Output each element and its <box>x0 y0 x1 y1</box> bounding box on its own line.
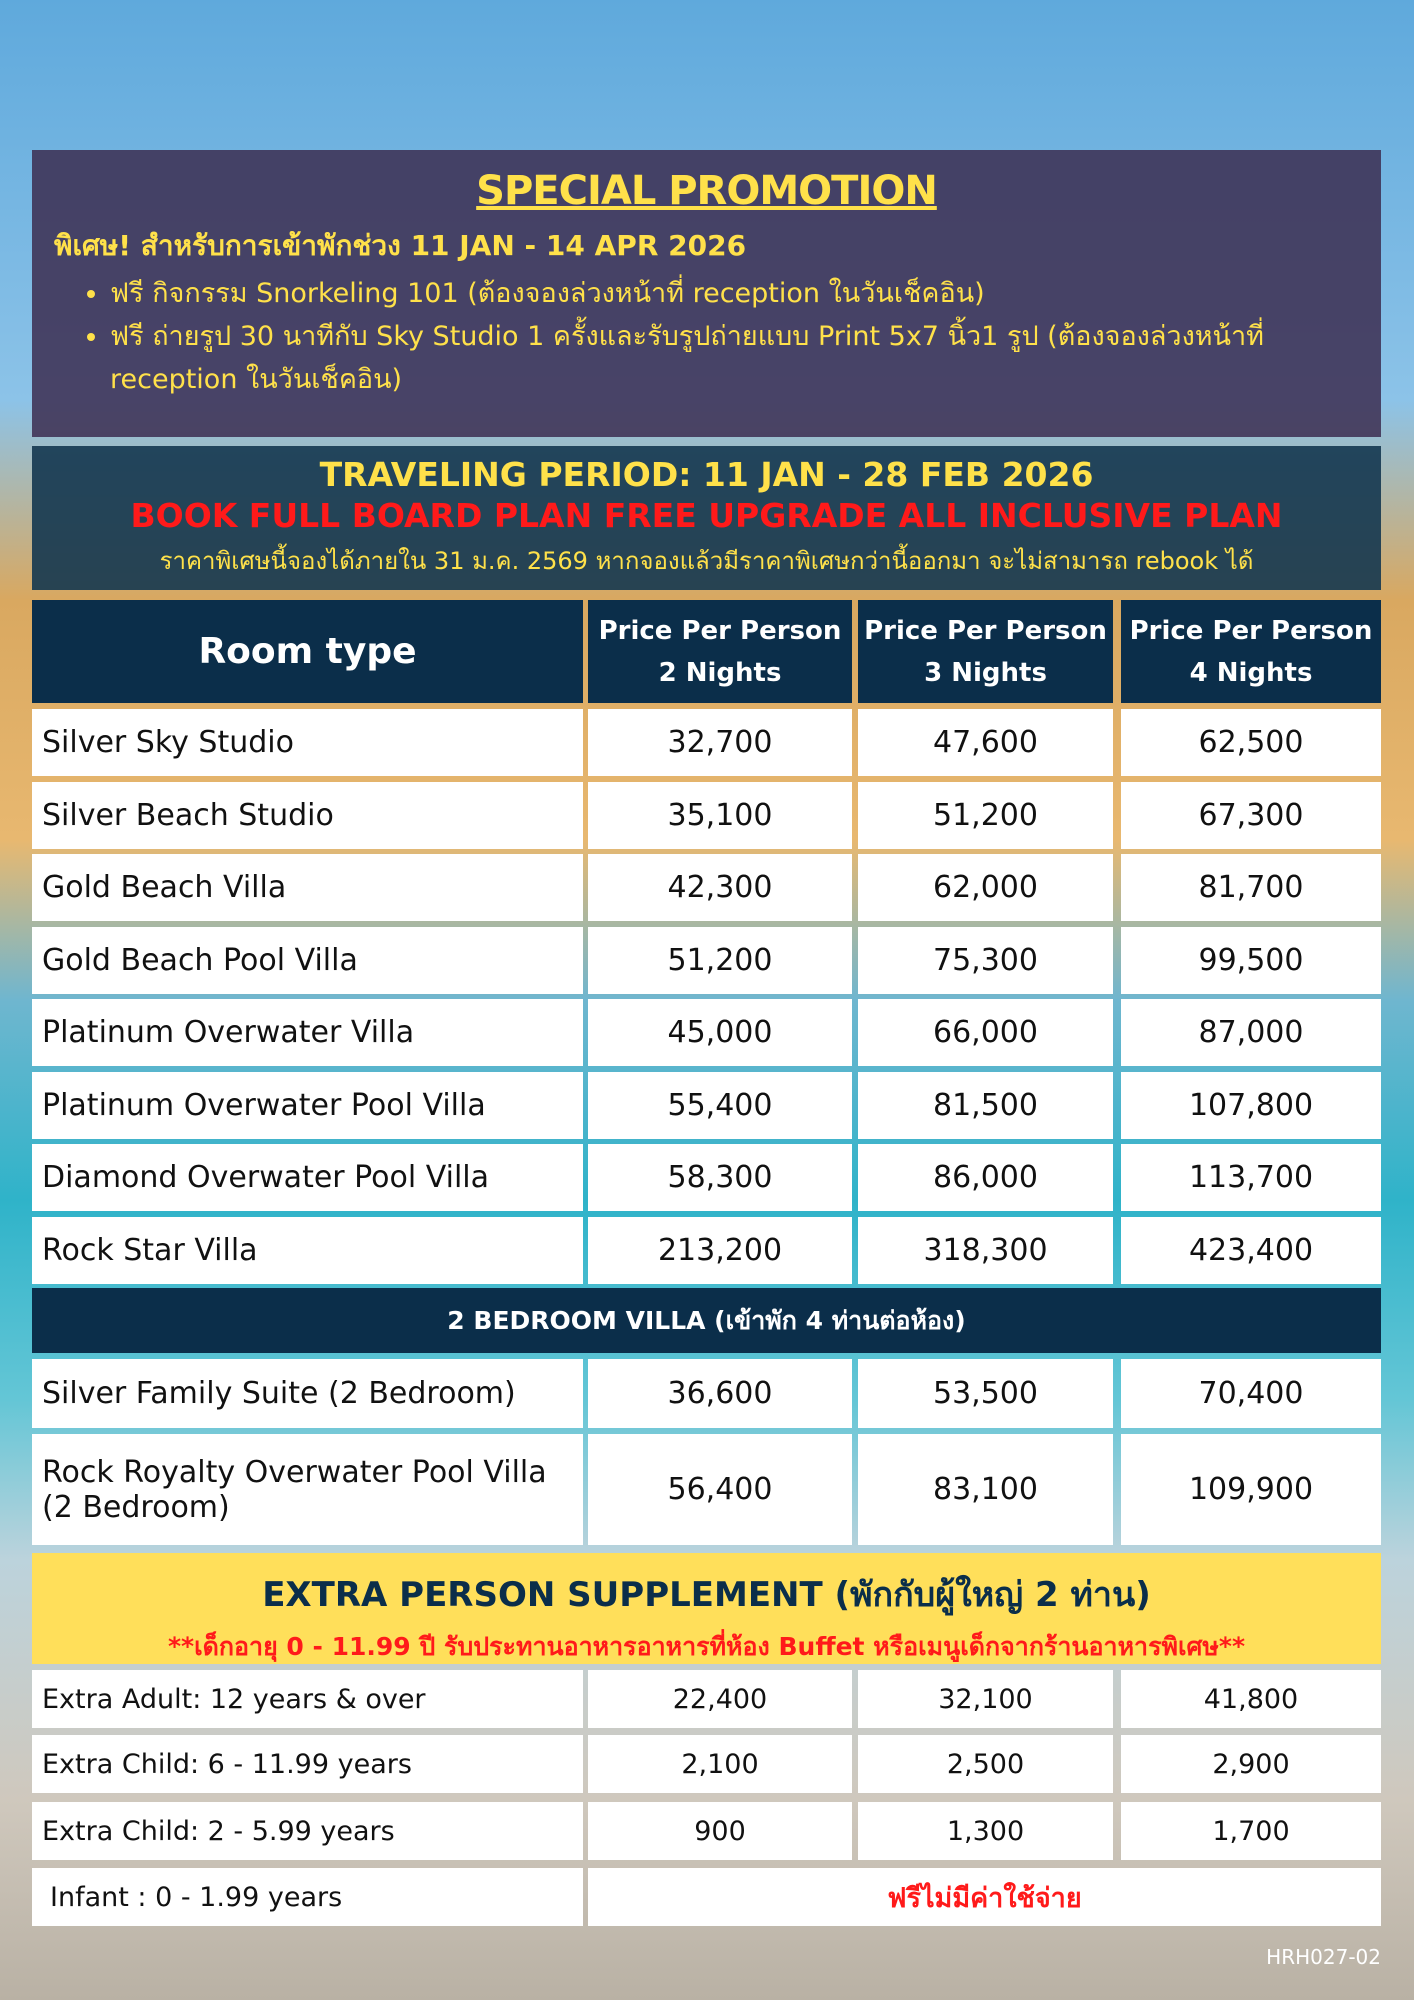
extra-person-type: Extra Adult: 12 years & over <box>32 1670 583 1728</box>
room-type: Silver Family Suite (2 Bedroom) <box>32 1359 583 1428</box>
booking-note: ราคาพิเศษนี้จองได้ภายใน 31 ม.ค. 2569 หากจองแล้วมีราคาพิเศษกว่านี้ออกมา จะไม่สามารถ rebook ได้ <box>159 547 1254 575</box>
price-cell: 42,300 <box>588 854 852 921</box>
traveling-period: TRAVELING PERIOD: 11 JAN - 28 FEB 2026 <box>319 455 1094 494</box>
price-cell: 87,000 <box>1121 999 1381 1066</box>
extra-price-cell: 1,300 <box>858 1802 1113 1860</box>
extra-title: EXTRA PERSON SUPPLEMENT (พักกับผู้ใหญ่ 2 ท่าน) <box>262 1575 1151 1615</box>
extra-person-type: Extra Child: 6 - 11.99 years <box>32 1735 583 1793</box>
document-code: HRH027-02 <box>1266 1945 1381 1969</box>
room-type: Diamond Overwater Pool Villa <box>32 1144 583 1211</box>
column-header: Price Per Person 3 Nights <box>858 600 1113 703</box>
price-cell: 81,700 <box>1121 854 1381 921</box>
price-cell: 51,200 <box>858 782 1113 849</box>
room-type: Platinum Overwater Villa <box>32 999 583 1066</box>
column-header: Price Per Person 4 Nights <box>1121 600 1381 703</box>
price-cell: 70,400 <box>1121 1359 1381 1428</box>
price-cell: 107,800 <box>1121 1072 1381 1139</box>
promo-title: SPECIAL PROMOTION <box>476 168 937 214</box>
extra-price-cell: 2,900 <box>1121 1735 1381 1793</box>
promo-bullet: • ฟรี ถ่ายรูป 30 นาทีกับ Sky Studio 1 ครั้งและรับรูปถ่ายแบบ Print 5x7 นิ้ว1 รูป (ต้องจองล่วงหน้าที่ reception ในวันเช็คอิน) <box>110 315 1361 401</box>
price-cell: 62,000 <box>858 854 1113 921</box>
offer-headline: BOOK FULL BOARD PLAN FREE UPGRADE ALL INCLUSIVE PLAN <box>130 496 1283 535</box>
extra-price-cell: 900 <box>588 1802 852 1860</box>
promo-bullet: • ฟรี กิจกรรม Snorkeling 101 (ต้องจองล่วงหน้าที่ reception ในวันเช็คอิน) <box>110 272 1361 315</box>
bedroom-villa-header: 2 BEDROOM VILLA (เข้าพัก 4 ท่านต่อห้อง) <box>32 1288 1381 1353</box>
price-cell: 55,400 <box>588 1072 852 1139</box>
extra-person-header <box>32 1553 1381 1664</box>
price-cell: 75,300 <box>858 927 1113 994</box>
price-cell: 45,000 <box>588 999 852 1066</box>
price-cell: 53,500 <box>858 1359 1113 1428</box>
room-type: Gold Beach Pool Villa <box>32 927 583 994</box>
price-cell: 47,600 <box>858 709 1113 776</box>
room-type: Silver Beach Studio <box>32 782 583 849</box>
room-type: Rock Royalty Overwater Pool Villa (2 Bedroom) <box>32 1434 583 1545</box>
price-cell: 318,300 <box>858 1217 1113 1284</box>
column-header: Price Per Person 2 Nights <box>588 600 852 703</box>
price-cell: 32,700 <box>588 709 852 776</box>
extra-price-cell: 2,100 <box>588 1735 852 1793</box>
price-cell: 66,000 <box>858 999 1113 1066</box>
price-cell: 81,500 <box>858 1072 1113 1139</box>
column-header: Room type <box>32 600 583 703</box>
room-type: Rock Star Villa <box>32 1217 583 1284</box>
price-cell: 83,100 <box>858 1434 1113 1545</box>
room-type: Gold Beach Villa <box>32 854 583 921</box>
price-cell: 109,900 <box>1121 1434 1381 1545</box>
room-type: Silver Sky Studio <box>32 709 583 776</box>
price-cell: 58,300 <box>588 1144 852 1211</box>
extra-note: **เด็กอายุ 0 - 11.99 ปี รับประทานอาหารอาหารที่ห้อง Buffet หรือเมนูเด็กจากร้านอาหารพิเศษ** <box>167 1632 1246 1661</box>
room-type: Platinum Overwater Pool Villa <box>32 1072 583 1139</box>
traveling-period-box <box>32 446 1381 590</box>
promo-lead: พิเศษ! สำหรับการเข้าพักช่วง 11 JAN - 14 APR 2026 <box>54 229 747 262</box>
price-cell: 62,500 <box>1121 709 1381 776</box>
extra-price-cell: 2,500 <box>858 1735 1113 1793</box>
price-cell: 36,600 <box>588 1359 852 1428</box>
price-cell: 213,200 <box>588 1217 852 1284</box>
price-cell: 51,200 <box>588 927 852 994</box>
extra-price-cell: 32,100 <box>858 1670 1113 1728</box>
price-cell: 86,000 <box>858 1144 1113 1211</box>
extra-person-type: Extra Child: 2 - 5.99 years <box>32 1802 583 1860</box>
extra-price-cell: 41,800 <box>1121 1670 1381 1728</box>
price-cell: 35,100 <box>588 782 852 849</box>
price-cell: 67,300 <box>1121 782 1381 849</box>
price-cell: 99,500 <box>1121 927 1381 994</box>
extra-price-cell: 1,700 <box>1121 1802 1381 1860</box>
infant-label: Infant : 0 - 1.99 years <box>32 1868 583 1926</box>
price-cell: 113,700 <box>1121 1144 1381 1211</box>
special-promotion-box <box>32 150 1381 437</box>
extra-price-cell: 22,400 <box>588 1670 852 1728</box>
price-cell: 423,400 <box>1121 1217 1381 1284</box>
price-cell: 56,400 <box>588 1434 852 1545</box>
infant-free: ฟรีไม่มีค่าใช้จ่าย <box>588 1868 1381 1926</box>
